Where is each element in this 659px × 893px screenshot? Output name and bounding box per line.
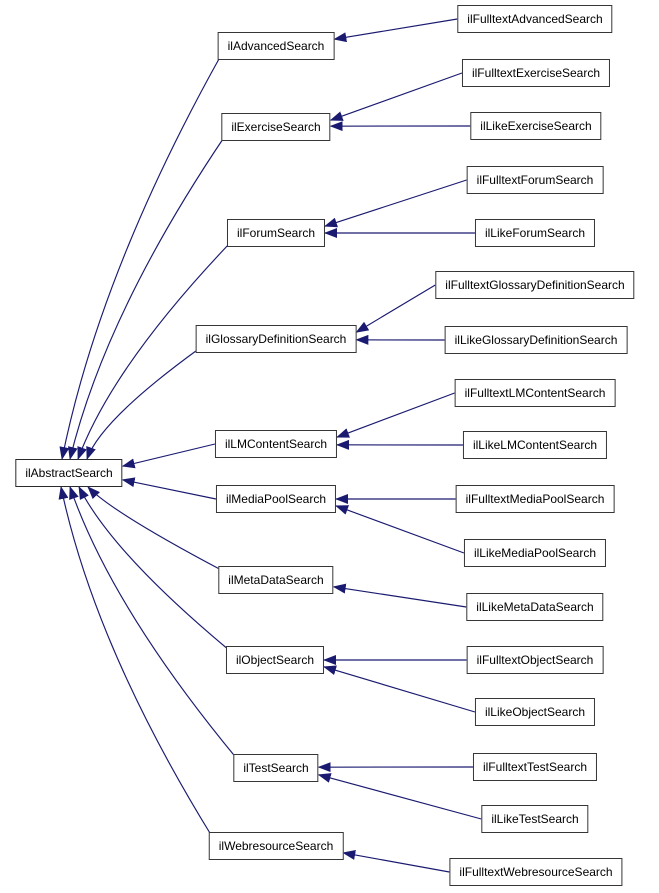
class-node-ilLikeObjectSearch[interactable]: ilLikeObjectSearch xyxy=(475,698,595,726)
inheritance-edge-ilFulltextWebresourceSearch xyxy=(343,853,449,872)
class-node-ilExerciseSearch[interactable]: ilExerciseSearch xyxy=(221,113,330,141)
class-node-ilLikeForumSearch[interactable]: ilLikeForumSearch xyxy=(475,219,595,247)
class-node-ilMediaPoolSearch[interactable]: ilMediaPoolSearch xyxy=(216,485,336,513)
class-node-ilFulltextWebresourceSearch[interactable]: ilFulltextWebresourceSearch xyxy=(449,858,622,886)
inheritance-edge-ilFulltextGlossaryDefinitionSearch xyxy=(356,285,435,332)
class-node-ilFulltextGlossaryDefinitionSearch[interactable]: ilFulltextGlossaryDefinitionSearch xyxy=(435,271,634,299)
inheritance-edge-ilAdvancedSearch xyxy=(62,56,221,459)
inheritance-edge-ilLikeObjectSearch xyxy=(324,667,475,712)
class-node-ilFulltextLMContentSearch[interactable]: ilFulltextLMContentSearch xyxy=(455,379,616,407)
inheritance-edge-ilFulltextForumSearch xyxy=(325,180,467,226)
class-node-ilForumSearch[interactable]: ilForumSearch xyxy=(227,219,325,247)
inheritance-edge-ilMediaPoolSearch xyxy=(123,480,216,499)
inheritance-edge-ilObjectSearch xyxy=(79,487,229,650)
inheritance-edge-ilFulltextAdvancedSearch xyxy=(334,19,457,39)
class-node-ilLMContentSearch[interactable]: ilLMContentSearch xyxy=(215,430,337,458)
class-node-ilWebresourceSearch[interactable]: ilWebresourceSearch xyxy=(209,832,344,860)
class-node-ilGlossaryDefinitionSearch[interactable]: ilGlossaryDefinitionSearch xyxy=(196,325,357,353)
class-node-ilFulltextObjectSearch[interactable]: ilFulltextObjectSearch xyxy=(467,646,604,674)
class-node-ilAdvancedSearch[interactable]: ilAdvancedSearch xyxy=(218,32,335,60)
class-node-ilLikeTestSearch[interactable]: ilLikeTestSearch xyxy=(481,805,588,833)
inheritance-edge-ilLMContentSearch xyxy=(123,444,215,466)
class-node-ilFulltextForumSearch[interactable]: ilFulltextForumSearch xyxy=(467,166,604,194)
class-node-ilFulltextMediaPoolSearch[interactable]: ilFulltextMediaPoolSearch xyxy=(456,485,615,513)
inheritance-edge-ilFulltextLMContentSearch xyxy=(337,393,455,437)
class-node-ilFulltextTestSearch[interactable]: ilFulltextTestSearch xyxy=(473,753,597,781)
class-node-ilLikeLMContentSearch[interactable]: ilLikeLMContentSearch xyxy=(463,431,607,459)
class-node-ilObjectSearch[interactable]: ilObjectSearch xyxy=(226,646,324,674)
inheritance-edge-ilExerciseSearch xyxy=(70,137,224,459)
class-node-ilAbstractSearch[interactable]: ilAbstractSearch xyxy=(15,459,122,487)
class-node-ilMetaDataSearch[interactable]: ilMetaDataSearch xyxy=(218,566,333,594)
inheritance-edge-ilLikeTestSearch xyxy=(319,775,482,819)
inheritance-edge-ilLikeMediaPoolSearch xyxy=(336,506,464,553)
class-node-ilTestSearch[interactable]: ilTestSearch xyxy=(233,754,318,782)
class-node-ilLikeMediaPoolSearch[interactable]: ilLikeMediaPoolSearch xyxy=(464,539,606,567)
inheritance-edge-ilLikeMetaDataSearch xyxy=(334,587,467,607)
class-node-ilFulltextAdvancedSearch[interactable]: ilFulltextAdvancedSearch xyxy=(457,5,612,33)
class-node-ilLikeMetaDataSearch[interactable]: ilLikeMetaDataSearch xyxy=(466,593,603,621)
class-node-ilFulltextExerciseSearch[interactable]: ilFulltextExerciseSearch xyxy=(462,59,610,87)
class-node-ilLikeGlossaryDefinitionSearch[interactable]: ilLikeGlossaryDefinitionSearch xyxy=(445,326,628,354)
inheritance-edge-ilFulltextExerciseSearch xyxy=(331,73,462,120)
inheritance-edge-ilTestSearch xyxy=(70,487,236,758)
inheritance-edge-ilMetaDataSearch xyxy=(88,487,221,570)
class-node-ilLikeExerciseSearch[interactable]: ilLikeExerciseSearch xyxy=(470,112,601,140)
inheritance-edge-ilWebresourceSearch xyxy=(61,487,212,836)
